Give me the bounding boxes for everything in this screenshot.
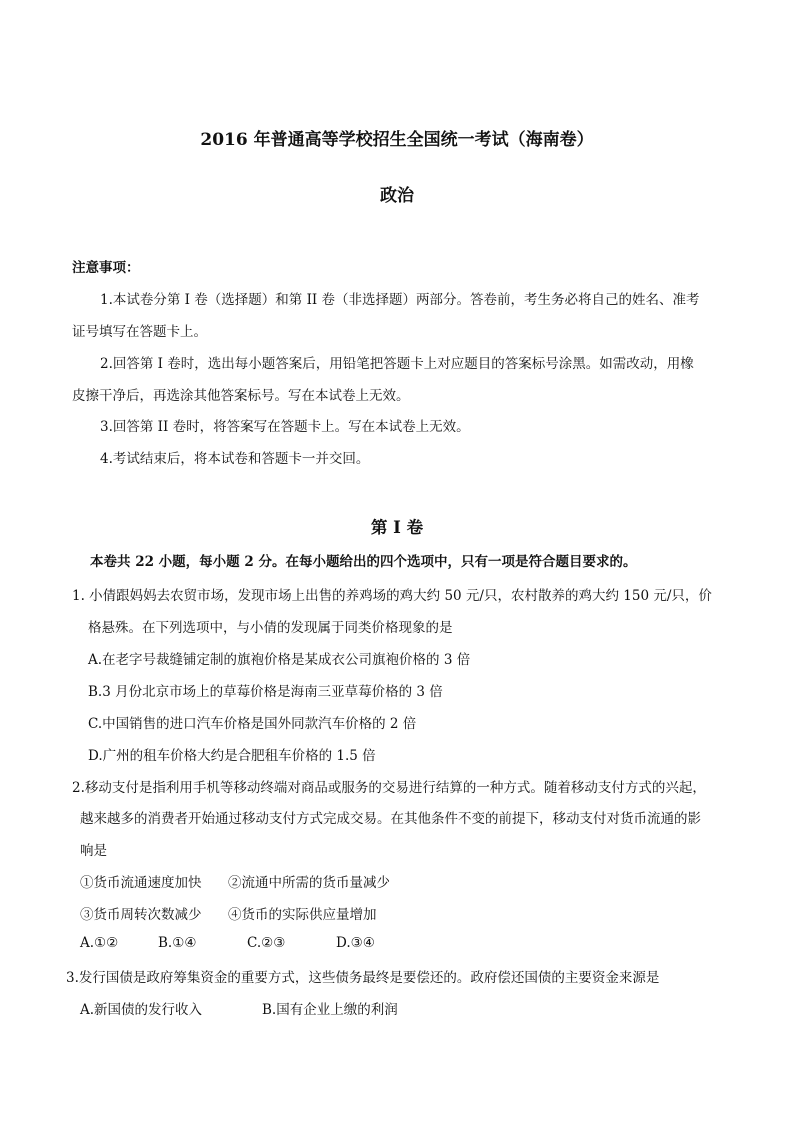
question-3-option-a: A.新国债的发行收入 [80,1002,203,1018]
question-2-statement-1: ①货币流通速度加快 [80,875,202,891]
question-2-statement-2: ②流通中所需的货币量减少 [228,875,390,891]
section-title: 第 I 卷 [370,518,424,537]
question-1-stem-line-2: 格悬殊。在下列选项中，与小倩的发现属于同类价格现象的是 [88,620,453,636]
question-2-stem-line-1: 2.移动支付是指利用手机等移动终端对商品或服务的交易进行结算的一种方式。随着移动支付方式的兴起， [72,780,706,796]
notice-heading: 注意事项： [72,260,140,276]
question-1-stem-line-1: 1. 小倩跟妈妈去农贸市场，发现市场上出售的养鸡场的鸡大约 50 元/只，农村散养的鸡大约 150 元/只，价 [72,588,712,604]
question-2-option-b: B.①④ [158,935,197,951]
notice-item-3: 3.回答第 II 卷时，将答案写在答题卡上。写在本试卷上无效。 [100,419,470,435]
question-1-option-b: B.3 月份北京市场上的草莓价格是海南三亚草莓价格的 3 倍 [88,684,443,700]
section-instruction: 本卷共 22 小题，每小题 2 分。在每小题给出的四个选项中，只有一项是符合题目要求的。 [90,554,637,570]
question-2-stem-line-3: 响是 [80,843,107,859]
question-2-option-d: D.③④ [336,935,375,951]
question-3-option-b: B.国有企业上缴的利润 [262,1002,398,1018]
question-1-option-a: A.在老字号裁缝铺定制的旗袍价格是某成衣公司旗袍价格的 3 倍 [88,652,471,668]
subject-title: 政治 [380,186,414,206]
notice-item-2-line-1: 2.回答第 I 卷时，选出每小题答案后，用铅笔把答题卡上对应题目的答案标号涂黑。如需改动，用橡 [100,356,694,372]
question-2-option-c: C.②③ [247,935,286,951]
notice-item-1-line-1: 1.本试卷分第 I 卷（选择题）和第 II 卷（非选择题）两部分。答卷前，考生务必将自己的姓名、准考 [100,292,700,308]
notice-item-2-line-2: 皮擦干净后，再选涂其他答案标号。写在本试卷上无效。 [72,388,410,404]
notice-item-4: 4.考试结束后，将本试卷和答题卡一并交回。 [100,451,370,467]
question-2-statement-3: ③货币周转次数减少 [80,907,202,923]
question-2-stem-line-2: 越来越多的消费者开始通过移动支付方式完成交易。在其他条件不变的前提下，移动支付对货币流通的影 [80,811,701,827]
question-3-stem-line-1: 3.发行国债是政府筹集资金的重要方式，这些债务最终是要偿还的。政府偿还国债的主要资金来源是 [66,970,660,986]
question-2-option-a: A.①② [80,935,119,951]
question-2-statement-4: ④货币的实际供应量增加 [228,907,377,923]
question-1-option-c: C.中国销售的进口汽车价格是国外同款汽车价格的 2 倍 [88,716,417,732]
page-title: 2016 年普通高等学校招生全国统一考试（海南卷） [200,130,594,150]
notice-item-1-line-2: 证号填写在答题卡上。 [72,324,207,340]
question-1-option-d: D.广州的租车价格大约是合肥租车价格的 1.5 倍 [88,748,376,764]
